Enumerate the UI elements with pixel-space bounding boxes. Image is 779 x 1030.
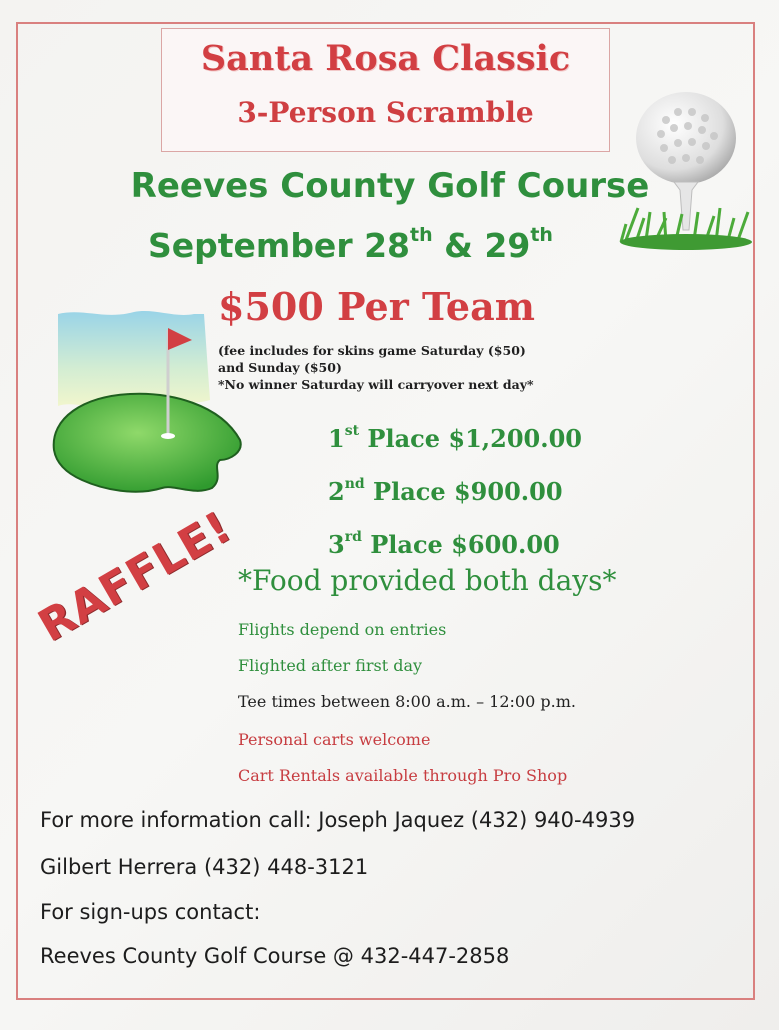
place-number: 2 [328, 477, 345, 506]
date-prefix: September 28 [148, 226, 411, 265]
raffle-label: RAFFLE! [30, 501, 241, 653]
second-place-prize [328, 477, 563, 506]
place-amount: Place $1,200.00 [359, 424, 582, 453]
golf-green-flag-icon [44, 300, 254, 510]
place-number: 3 [328, 530, 345, 559]
contact-gilbert: Gilbert Herrera (432) 448-3121 [40, 855, 369, 879]
course-name: Reeves County Golf Course [130, 166, 650, 206]
detail-cart-rentals: Cart Rentals available through Pro Shop [238, 766, 568, 785]
place-amount: Place $600.00 [361, 530, 560, 559]
date-sup1: th [410, 224, 433, 246]
place-number: 1 [328, 424, 345, 453]
fee-line: *No winner Saturday will carryover next day* [218, 377, 534, 392]
contact-info-line: For more information call: Joseph Jaquez (432) 940-4939 [40, 808, 636, 832]
detail-personal-carts: Personal carts welcome [238, 730, 431, 749]
signup-contact: Reeves County Golf Course @ 432-447-2858 [40, 944, 510, 968]
signup-label: For sign-ups contact: [40, 900, 261, 924]
date-middle: & 29 [432, 226, 531, 265]
detail-flighted: Flighted after first day [238, 656, 423, 675]
place-amount: Place $900.00 [364, 477, 563, 506]
place-suffix: nd [344, 476, 365, 492]
fee-line: (fee includes for skins game Saturday ($50) [218, 343, 526, 358]
place-suffix: st [344, 423, 360, 439]
place-suffix: rd [344, 529, 362, 545]
third-place-prize [328, 530, 560, 559]
detail-tee-times: Tee times between 8:00 a.m. – 12:00 p.m. [238, 692, 576, 711]
fee-note [218, 342, 578, 393]
food-note: *Food provided both days* [238, 564, 617, 597]
event-date [148, 226, 553, 265]
event-subtitle: 3-Person Scramble [237, 96, 534, 129]
detail-flights: Flights depend on entries [238, 620, 447, 639]
event-title: Santa Rosa Classic [200, 38, 571, 79]
team-price: $500 Per Team [218, 284, 535, 329]
date-sup2: th [530, 224, 553, 246]
fee-line: and Sunday ($50) [218, 360, 342, 375]
first-place-prize [328, 424, 582, 453]
